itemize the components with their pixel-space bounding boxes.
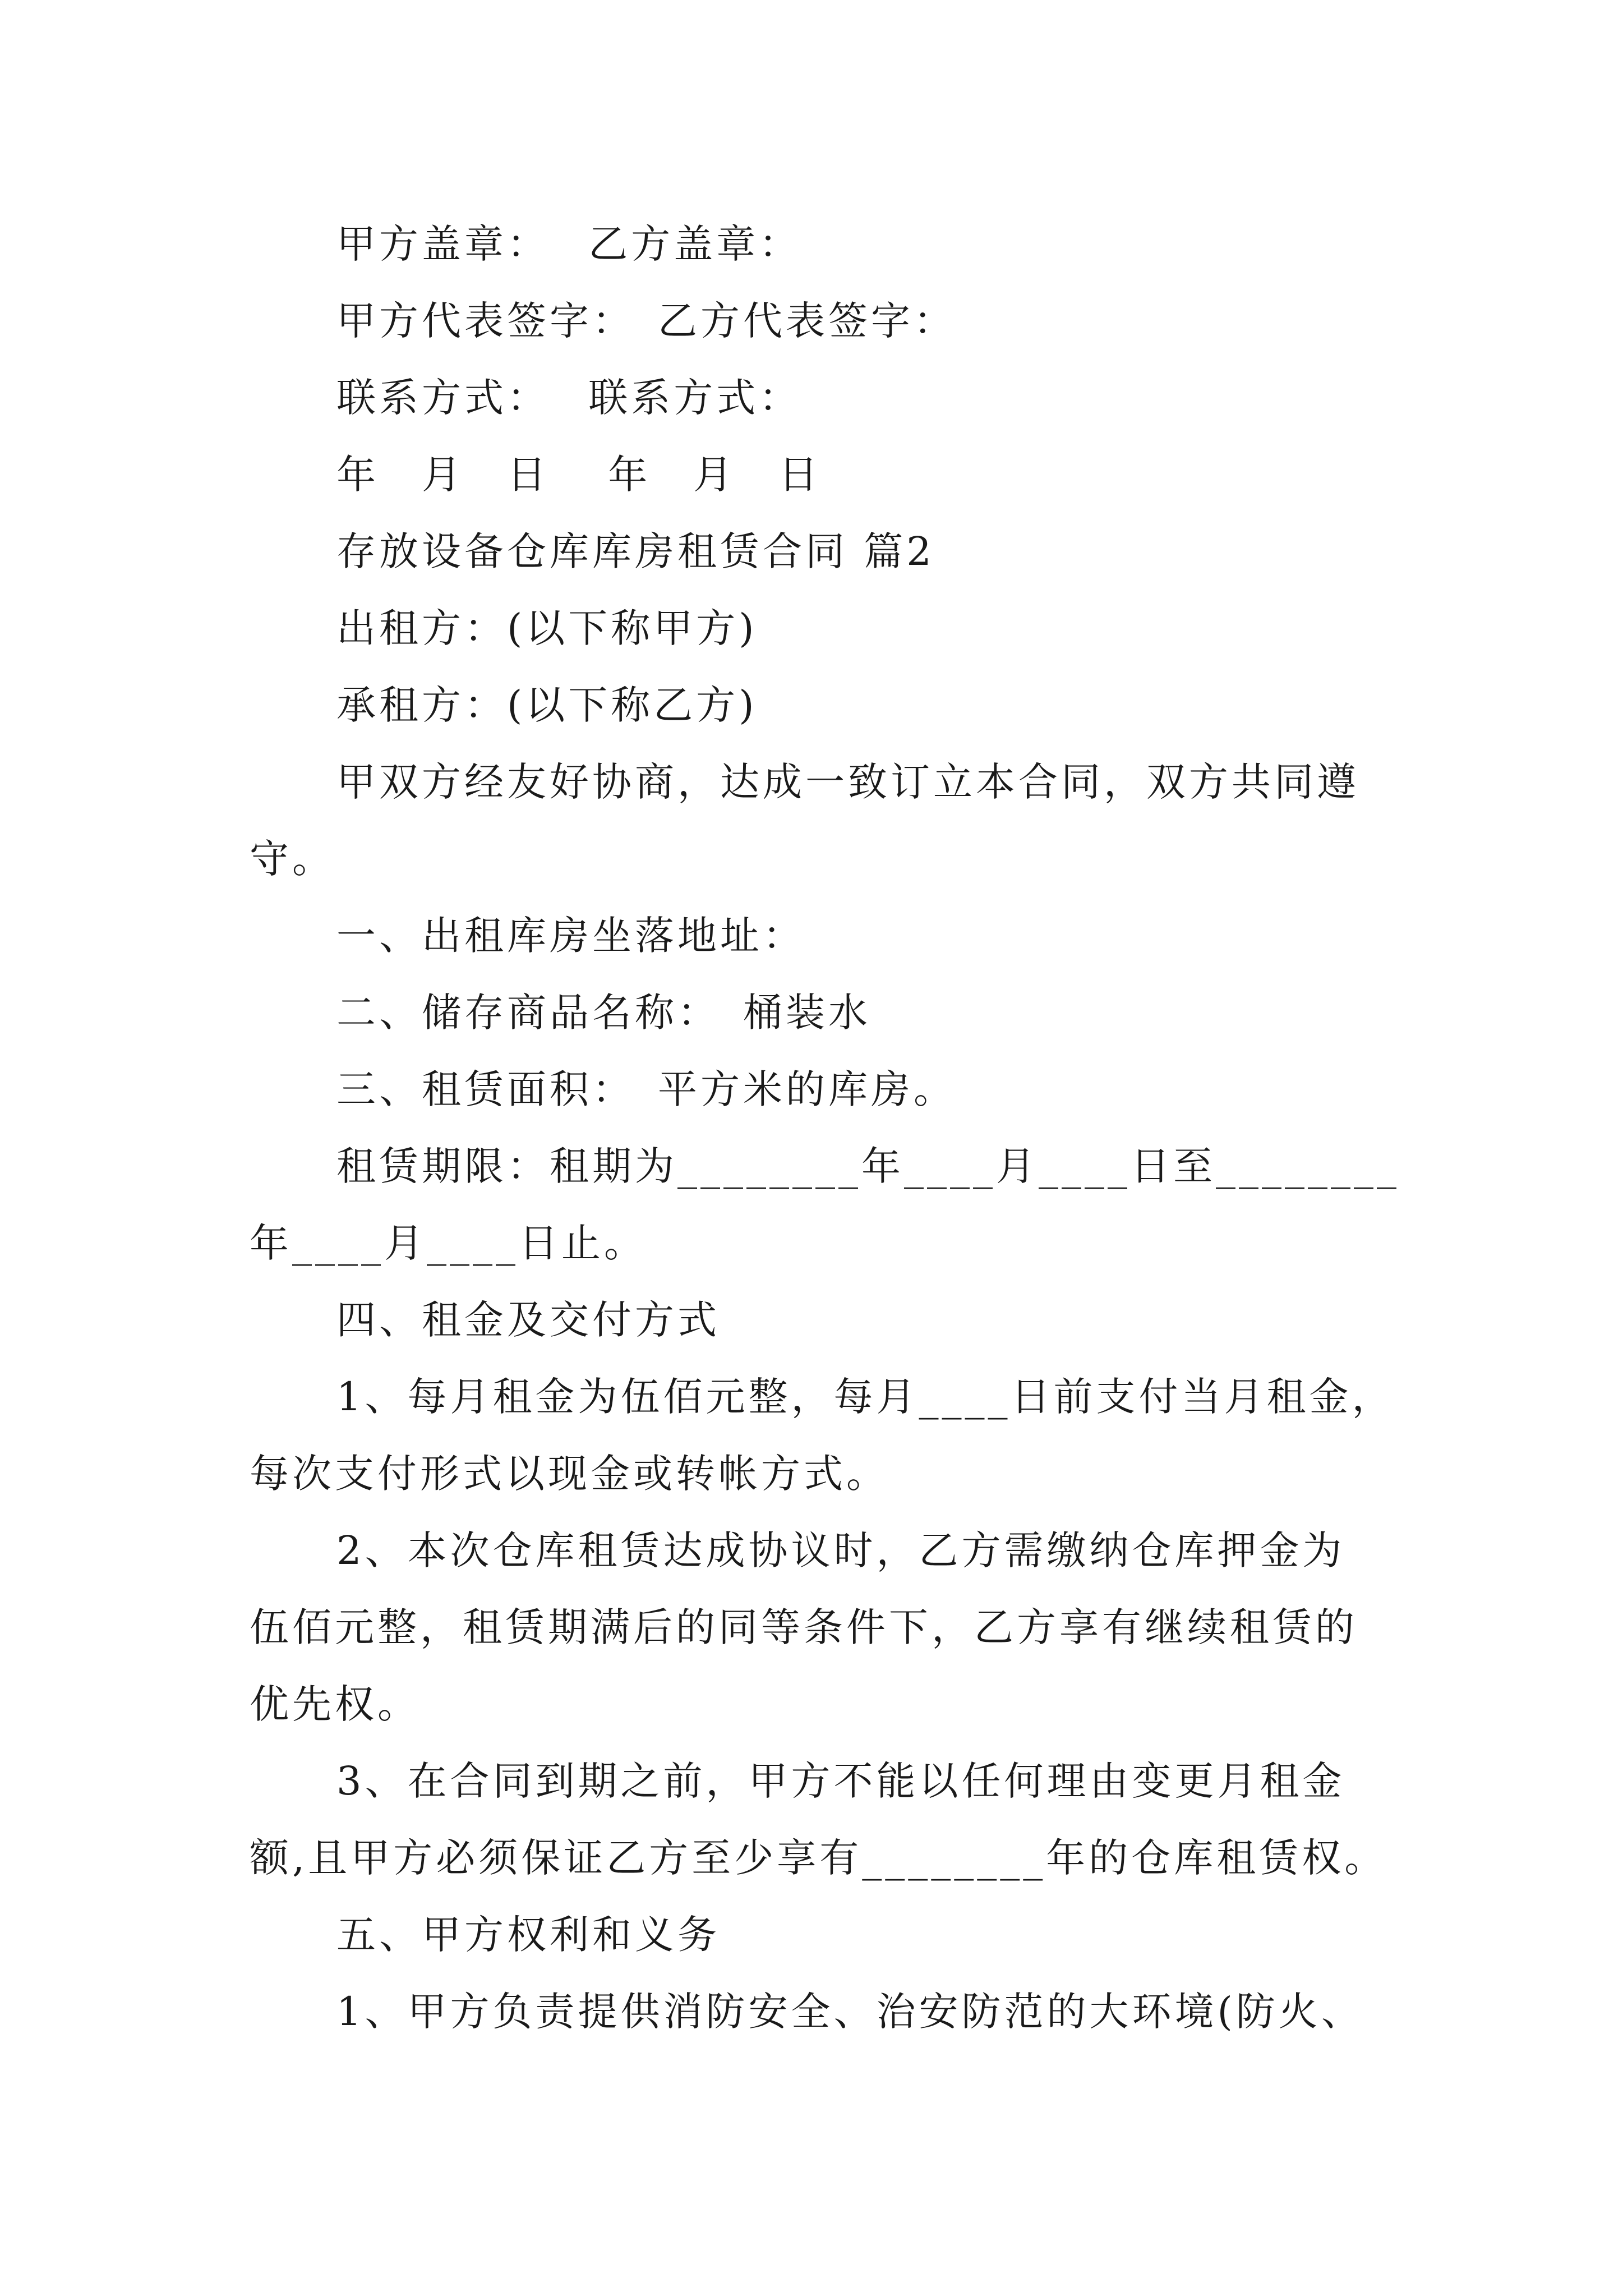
contact-info-line: 联系方式： 联系方式： [336, 375, 802, 421]
clause-4-heading: 四、租金及交付方式 [336, 1297, 720, 1343]
lessee-line: 承租方：(以下称乙方) [336, 682, 758, 728]
clause-5-1-line-1: 1、甲方负责提供消防安全、治安防范的大环境(防火、 [336, 1989, 1364, 2035]
contract-title: 存放设备仓库库房租赁合同 篇2 [336, 528, 935, 574]
party-a-seal-line: 甲方盖章： 乙方盖章： [336, 221, 802, 267]
preamble-line-2: 守。 [250, 836, 335, 882]
clause-1-address: 一、出租库房坐落地址： [336, 913, 805, 959]
clause-4-2-line-3: 优先权。 [250, 1681, 420, 1727]
preamble-line-1: 甲双方经友好协商，达成一致订立本合同，双方共同遵 [336, 759, 1359, 805]
clause-4-1-line-2: 每次支付形式以现金或转帐方式。 [250, 1451, 889, 1497]
lessor-line: 出租方：(以下称甲方) [336, 605, 758, 651]
representative-signature-line: 甲方代表签字： 乙方代表签字： [336, 298, 956, 344]
clause-4-2-line-2: 伍佰元整，租赁期满后的同等条件下，乙方享有继续租赁的 [250, 1604, 1358, 1650]
lease-term-line-2: 年____月____日止。 [250, 1220, 647, 1266]
clause-3-area: 三、租赁面积： 平方米的库房。 [336, 1066, 956, 1112]
clause-4-3-line-2: 额,且甲方必须保证乙方至少享有________年的仓库租赁权。 [250, 1835, 1387, 1881]
date-line: 年 月 日 年 月 日 [336, 452, 822, 498]
clause-4-3-line-1: 3、在合同到期之前，甲方不能以任何理由变更月租金 [336, 1758, 1345, 1804]
lease-term-line-1: 租赁期限：租期为________年____月____日至________ [336, 1143, 1400, 1189]
clause-4-2-line-1: 2、本次仓库租赁达成协议时，乙方需缴纳仓库押金为 [336, 1527, 1345, 1573]
clause-4-1-line-1: 1、每月租金为伍佰元整，每月____日前支付当月租金， [336, 1374, 1395, 1420]
clause-2-goods: 二、储存商品名称： 桶装水 [336, 990, 871, 1036]
clause-5-heading: 五、甲方权利和义务 [336, 1912, 720, 1958]
